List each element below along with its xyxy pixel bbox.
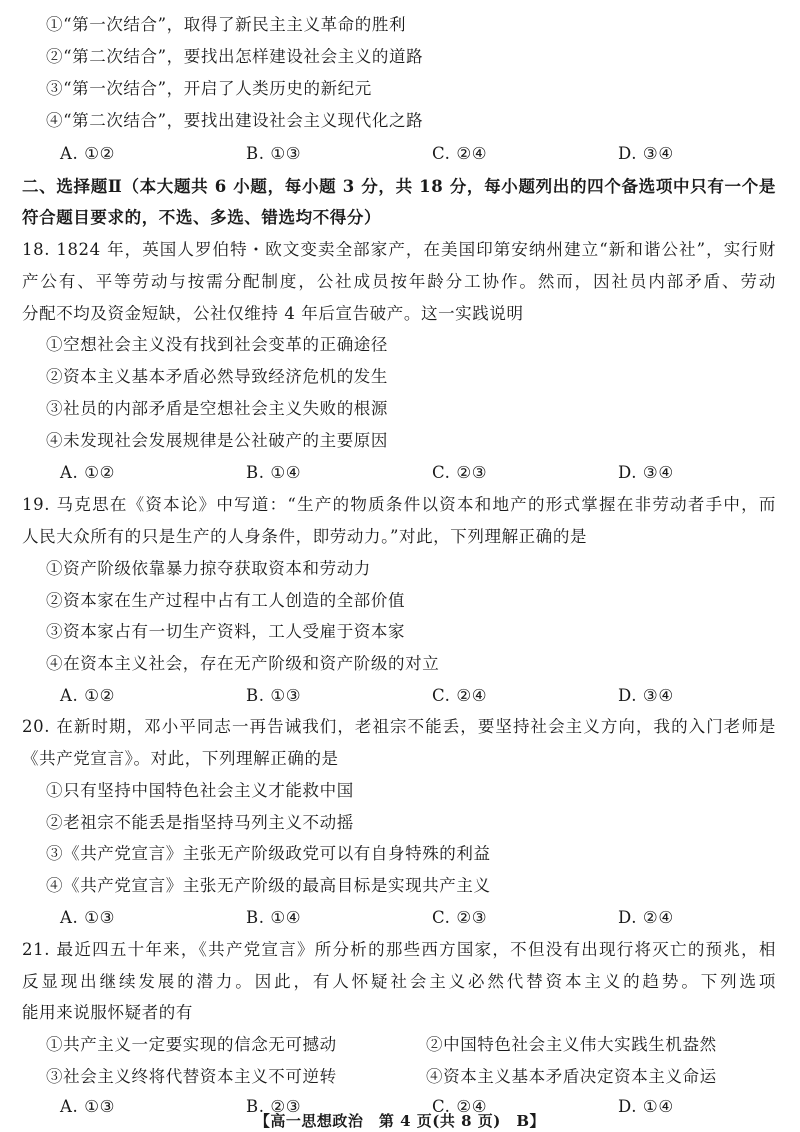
q18-option-3: ③社员的内部矛盾是空想社会主义失败的根源 — [46, 399, 388, 418]
q19-option-2: ②资本家在生产过程中占有工人创造的全部价值 — [46, 591, 406, 610]
q18-choice-c: C. ②③ — [432, 463, 488, 482]
q21-stem-line3: 能用来说服怀疑者的有 — [22, 1003, 193, 1022]
q17-choice-b: B. ①③ — [246, 144, 302, 163]
q18-stem-line1: 18. 1824 年，英国人罗伯特・欧文变卖全部家产，在美国印第安纳州建立“新和谐公社”，实行财 — [22, 240, 776, 259]
q17-option-3: ③“第一次结合”，开启了人类历史的新纪元 — [46, 79, 372, 98]
q17-option-1: ①“第一次结合”，取得了新民主主义革命的胜利 — [46, 15, 407, 34]
q18-choices — [60, 462, 770, 484]
q18-choice-b: B. ①④ — [246, 463, 302, 482]
q17-choice-c: C. ②④ — [432, 144, 488, 163]
q19-option-3: ③资本家占有一切生产资料，工人受雇于资本家 — [46, 622, 406, 641]
q21-option-3: ③社会主义终将代替资本主义不可逆转 — [46, 1067, 337, 1086]
q21-option-4: ④资本主义基本矛盾决定资本主义命运 — [426, 1067, 717, 1086]
q20-stem-line1: 20. 在新时期，邓小平同志一再告诫我们，老祖宗不能丢，要坚持社会主义方向，我的入门老师是 — [22, 717, 776, 736]
q20-option-4: ④《共产党宣言》主张无产阶级的最高目标是实现共产主义 — [46, 876, 491, 895]
q17-option-2: ②“第二次结合”，要找出怎样建设社会主义的道路 — [46, 47, 424, 66]
q21-options-row2 — [46, 1066, 776, 1088]
q19-option-1: ①资产阶级依靠暴力掠夺获取资本和劳动力 — [46, 559, 371, 578]
q21-choice-b: B. ②③ — [246, 1097, 302, 1116]
q20-option-1: ①只有坚持中国特色社会主义才能救中国 — [46, 781, 354, 800]
q21-choice-a: A. ①③ — [60, 1097, 115, 1116]
q20-stem-line2: 《共产党宣言》。对此，下列理解正确的是 — [22, 749, 339, 768]
q21-options-row1 — [46, 1034, 776, 1056]
q19-option-4: ④在资本主义社会，存在无产阶级和资产阶级的对立 — [46, 654, 440, 673]
section-heading-line1: 二、选择题Ⅱ（本大题共 6 小题，每小题 3 分，共 18 分，每小题列出的四个备选项中只有一个是 — [22, 177, 776, 196]
q21-stem-line2: 反显现出继续发展的潜力。因此，有人怀疑社会主义必然代替资本主义的趋势。下列选项 — [22, 972, 776, 991]
q18-option-4: ④未发现社会发展规律是公社破产的主要原因 — [46, 431, 388, 450]
q21-choice-c: C. ②④ — [432, 1097, 488, 1116]
q20-choices — [60, 907, 770, 929]
q19-choice-b: B. ①③ — [246, 686, 302, 705]
q17-choice-d: D. ③④ — [618, 144, 674, 163]
q18-option-2: ②资本主义基本矛盾必然导致经济危机的发生 — [46, 367, 388, 386]
q20-choice-b: B. ①④ — [246, 908, 302, 927]
section-heading-line2: 符合题目要求的，不选、多选、错选均不得分） — [22, 208, 382, 227]
q21-choice-d: D. ①④ — [618, 1097, 674, 1116]
q21-option-2: ②中国特色社会主义伟大实践生机盎然 — [426, 1035, 717, 1054]
q18-stem-line3: 分配不均及资金短缺，公社仅维持 4 年后宣告破产。这一实践说明 — [22, 304, 524, 323]
q18-option-1: ①空想社会主义没有找到社会变革的正确途径 — [46, 335, 388, 354]
q19-choice-a: A. ①② — [60, 686, 115, 705]
q17-option-4: ④“第二次结合”，要找出建设社会主义现代化之路 — [46, 111, 424, 130]
q20-choice-a: A. ①③ — [60, 908, 115, 927]
q19-stem-line2: 人民大众所有的只是生产的人身条件，即劳动力。”对此，下列理解正确的是 — [22, 527, 588, 546]
q19-stem-line1: 19. 马克思在《资本论》中写道：“生产的物质条件以资本和地产的形式掌握在非劳动者手中，而 — [22, 495, 776, 514]
q18-stem-line2: 产公有、平等劳动与按需分配制度，公社成员按年龄分工协作。然而，因社员内部矛盾、劳动 — [22, 272, 776, 291]
q18-choice-d: D. ③④ — [618, 463, 674, 482]
q17-choice-a: A. ①② — [60, 144, 115, 163]
q20-choice-c: C. ②③ — [432, 908, 488, 927]
q17-choices — [60, 143, 770, 165]
q21-option-1: ①共产主义一定要实现的信念无可撼动 — [46, 1035, 337, 1054]
page-footer: 【高一思想政治 第 4 页(共 8 页) B】 — [254, 1112, 546, 1130]
q20-option-3: ③《共产党宣言》主张无产阶级政党可以有自身特殊的利益 — [46, 844, 491, 863]
q19-choices — [60, 685, 770, 707]
q19-choice-d: D. ③④ — [618, 686, 674, 705]
q19-choice-c: C. ②④ — [432, 686, 488, 705]
q21-stem-line1: 21. 最近四五十年来，《共产党宣言》所分析的那些西方国家，不但没有出现行将灭亡的预兆，相 — [22, 940, 776, 959]
q20-choice-d: D. ②④ — [618, 908, 674, 927]
q18-choice-a: A. ①② — [60, 463, 115, 482]
q20-option-2: ②老祖宗不能丢是指坚持马列主义不动摇 — [46, 813, 354, 832]
